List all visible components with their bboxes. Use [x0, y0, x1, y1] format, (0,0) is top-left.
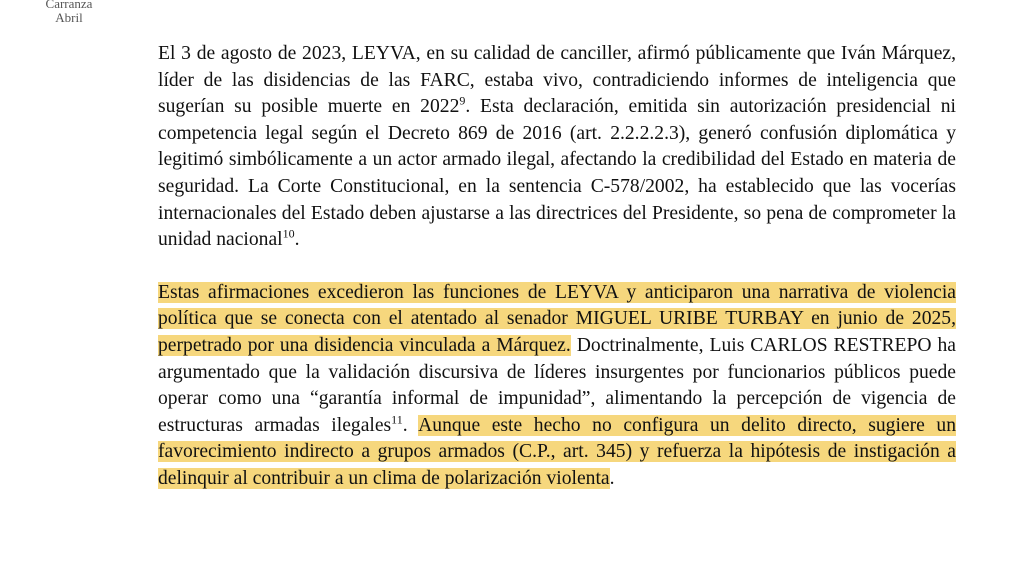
margin-note-line-1: Carranza — [45, 0, 93, 11]
document-body — [158, 41, 956, 493]
footnote-ref-11[interactable]: 11 — [391, 412, 403, 427]
paragraph-1-text-a: El 3 de agosto de 2023, LEYVA, en su calidad de canciller, afirmó públicamente que Iván Márquez, líder de las disidencias de las FARC, estaba vivo, contradiciendo informes de inteligencia que sugerían su posible muerte en 2022 — [158, 43, 956, 118]
paragraph-2-text-b: . — [402, 414, 419, 436]
paragraph-political-violence — [158, 280, 956, 493]
paragraph-leyva-statement — [158, 41, 956, 254]
highlighted-text-2: Aunque este hecho no configura un delito directo, sugiere un favorecimiento indirecto a grupos armados (C.P., art. 345) y refuerza la hipótesis de instigación a delinquir al contribuir a un clima de polarización violenta — [158, 414, 956, 489]
paragraph-2-text-c: . — [609, 467, 615, 489]
paragraph-2-text-a: Doctrinalmente, Luis CARLOS RESTREPO ha argumentado que la validación discursiva de líderes insurgentes por funcionarios públicos puede operar como una “garantía informal de impunidad”, alimentando la percepción de vigencia de estructuras armadas ilegales — [158, 334, 956, 436]
margin-note-line-2: Abril — [55, 10, 83, 25]
paragraph-1-text-c: . — [294, 229, 300, 251]
footnote-ref-9[interactable]: 9 — [459, 93, 466, 108]
margin-author-note — [44, 0, 94, 25]
footnote-ref-10[interactable]: 10 — [282, 226, 295, 241]
highlighted-text-1: Estas afirmaciones excedieron las funciones de LEYVA y anticiparon una narrativa de violencia política que se conecta con el atentado al senador MIGUEL URIBE TURBAY en junio de 2025, perpetrado por una disidencia vinculada a Márquez. — [158, 281, 956, 356]
paragraph-1-text-b: . Esta declaración, emitida sin autorización presidencial ni competencia legal según el Decreto 869 de 2016 (art. 2.2.2.2.3), generó confusión diplomática y legitimó simbólicamente a un actor armado ilegal, afectando la credibilidad del Estado en materia de seguridad. La Corte Constitucional, en la sentencia C-578/2002, ha establecido que las vocerías internacionales del Estado deben ajustarse a las directrices del Presidente, so pena de comprometer la unidad nacional — [158, 96, 956, 251]
